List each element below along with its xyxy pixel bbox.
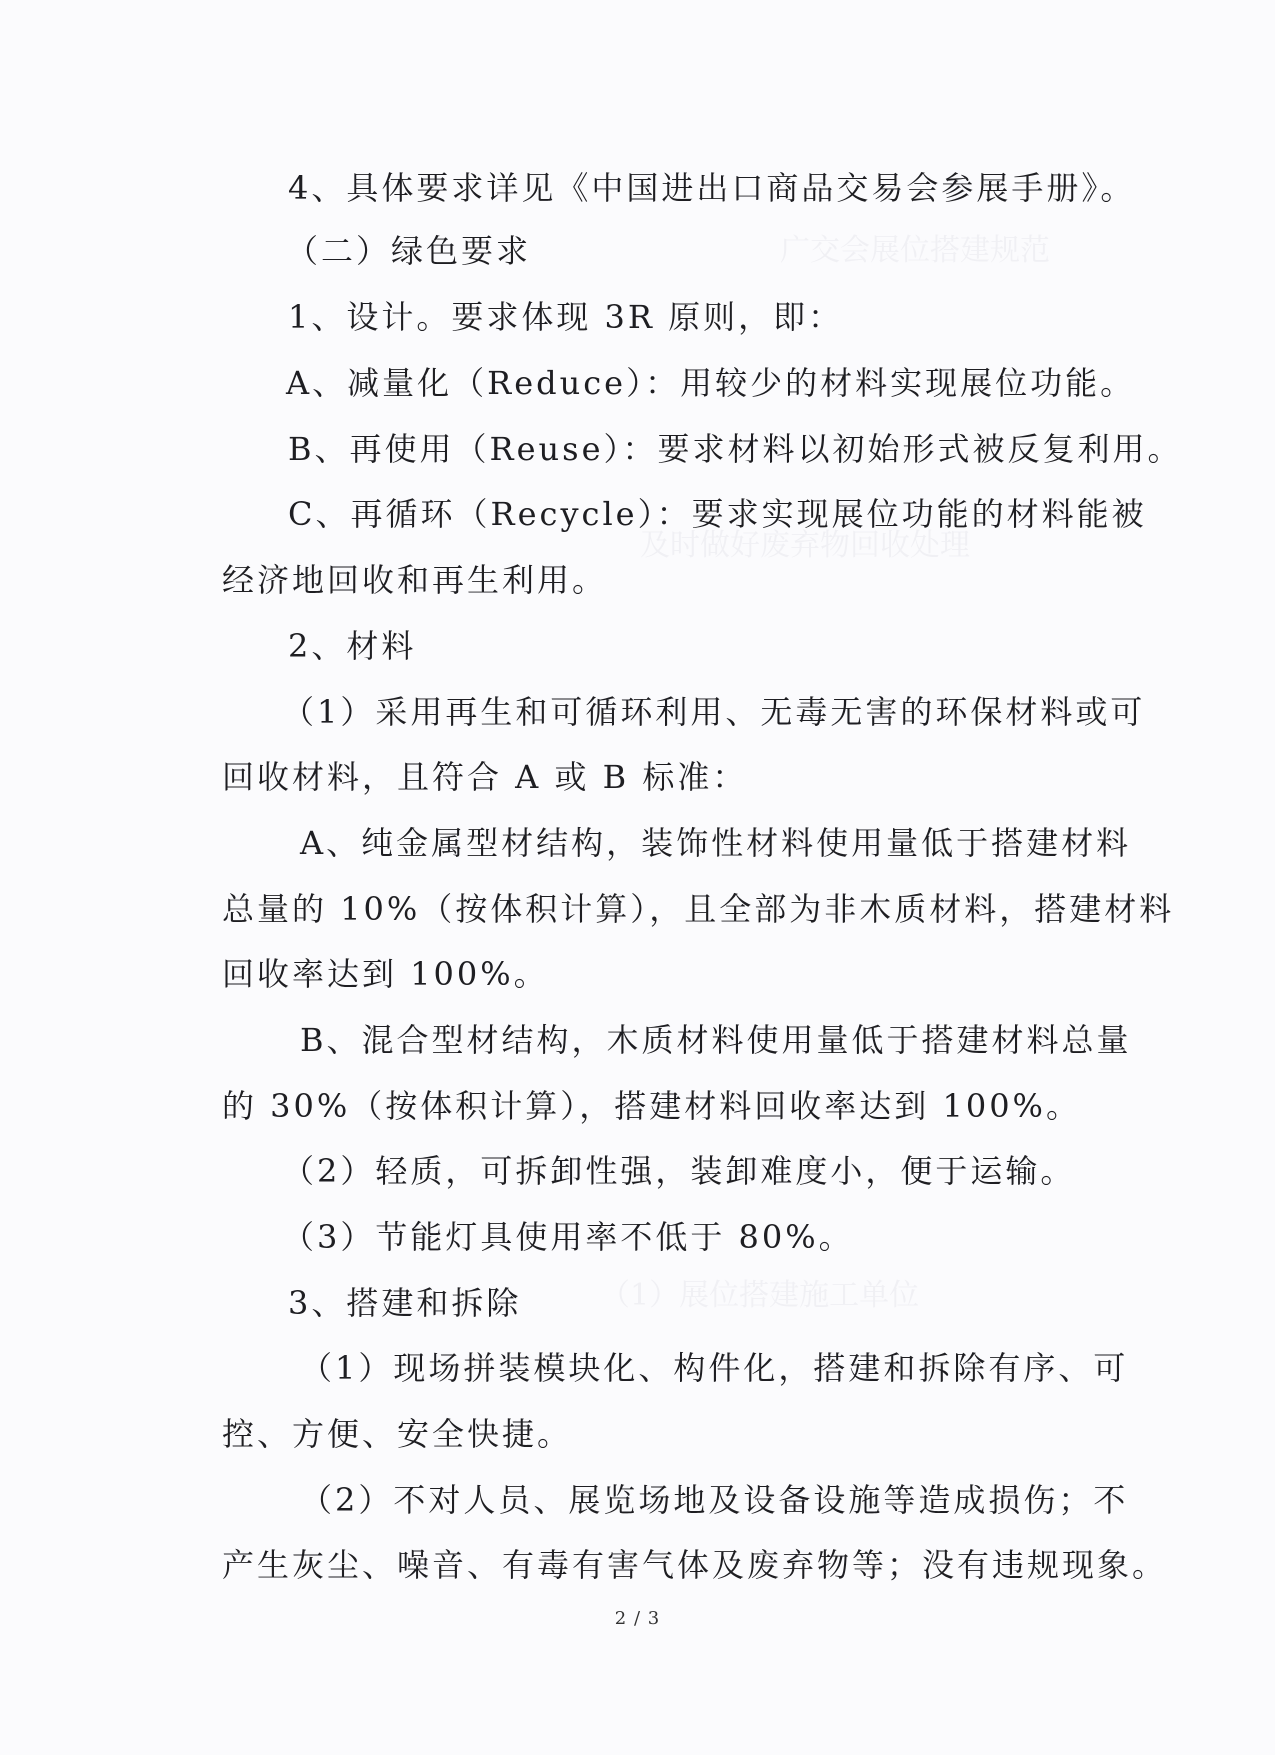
page-number: 2 / 3 [614, 1608, 661, 1629]
paragraph-line: 回收率达到 100%。 [222, 955, 549, 993]
paragraph-line: （1）现场拼装模块化、构件化，搭建和拆除有序、可 [300, 1349, 1129, 1387]
section-heading: 2、材料 [288, 627, 417, 665]
paragraph-line: B、再使用（Reuse）：要求材料以初始形式被反复利用。 [288, 430, 1183, 468]
paragraph-line: 总量的 10%（按体积计算），且全部为非木质材料，搭建材料 [222, 890, 1175, 928]
show-through-text: 广交会展位搭建规范 [780, 233, 1050, 268]
paragraph-line: B、混合型材结构，木质材料使用量低于搭建材料总量 [300, 1021, 1132, 1059]
paragraph-line: 的 30%（按体积计算），搭建材料回收率达到 100%。 [222, 1087, 1081, 1125]
paragraph-line: A、纯金属型材结构，装饰性材料使用量低于搭建材料 [300, 824, 1132, 862]
paragraph-line: 经济地回收和再生利用。 [222, 561, 608, 599]
paragraph-line: 1、设计。要求体现 3R 原则，即： [288, 298, 844, 336]
section-heading: （二）绿色要求 [286, 232, 532, 270]
paragraph-line: C、再循环（Recycle）：要求实现展位功能的材料能被 [288, 495, 1147, 533]
paragraph-line: 回收材料，且符合 A 或 B 标准： [222, 758, 748, 796]
paragraph-line: （3）节能灯具使用率不低于 80%。 [282, 1218, 854, 1256]
paragraph-line: （2）轻质，可拆卸性强，装卸难度小，便于运输。 [282, 1152, 1076, 1190]
paragraph-line: 产生灰尘、噪音、有毒有害气体及废弃物等；没有违规现象。 [222, 1546, 1168, 1584]
paragraph-line: （1）采用再生和可循环利用、无毒无害的环保材料或可 [282, 693, 1146, 731]
paragraph-line: （2）不对人员、展览场地及设备设施等造成损伤；不 [300, 1481, 1129, 1519]
section-heading: 3、搭建和拆除 [288, 1284, 522, 1322]
paragraph-line: 控、方便、安全快捷。 [222, 1415, 573, 1453]
show-through-text: （1）展位搭建施工单位 [600, 1278, 920, 1313]
show-through-text: 及时做好废弃物回收处理 [640, 528, 970, 563]
paragraph-line: A、减量化（Reduce）：用较少的材料实现展位功能。 [286, 364, 1136, 402]
paragraph-line: 4、具体要求详见《中国进出口商品交易会参展手册》。 [288, 169, 1136, 207]
